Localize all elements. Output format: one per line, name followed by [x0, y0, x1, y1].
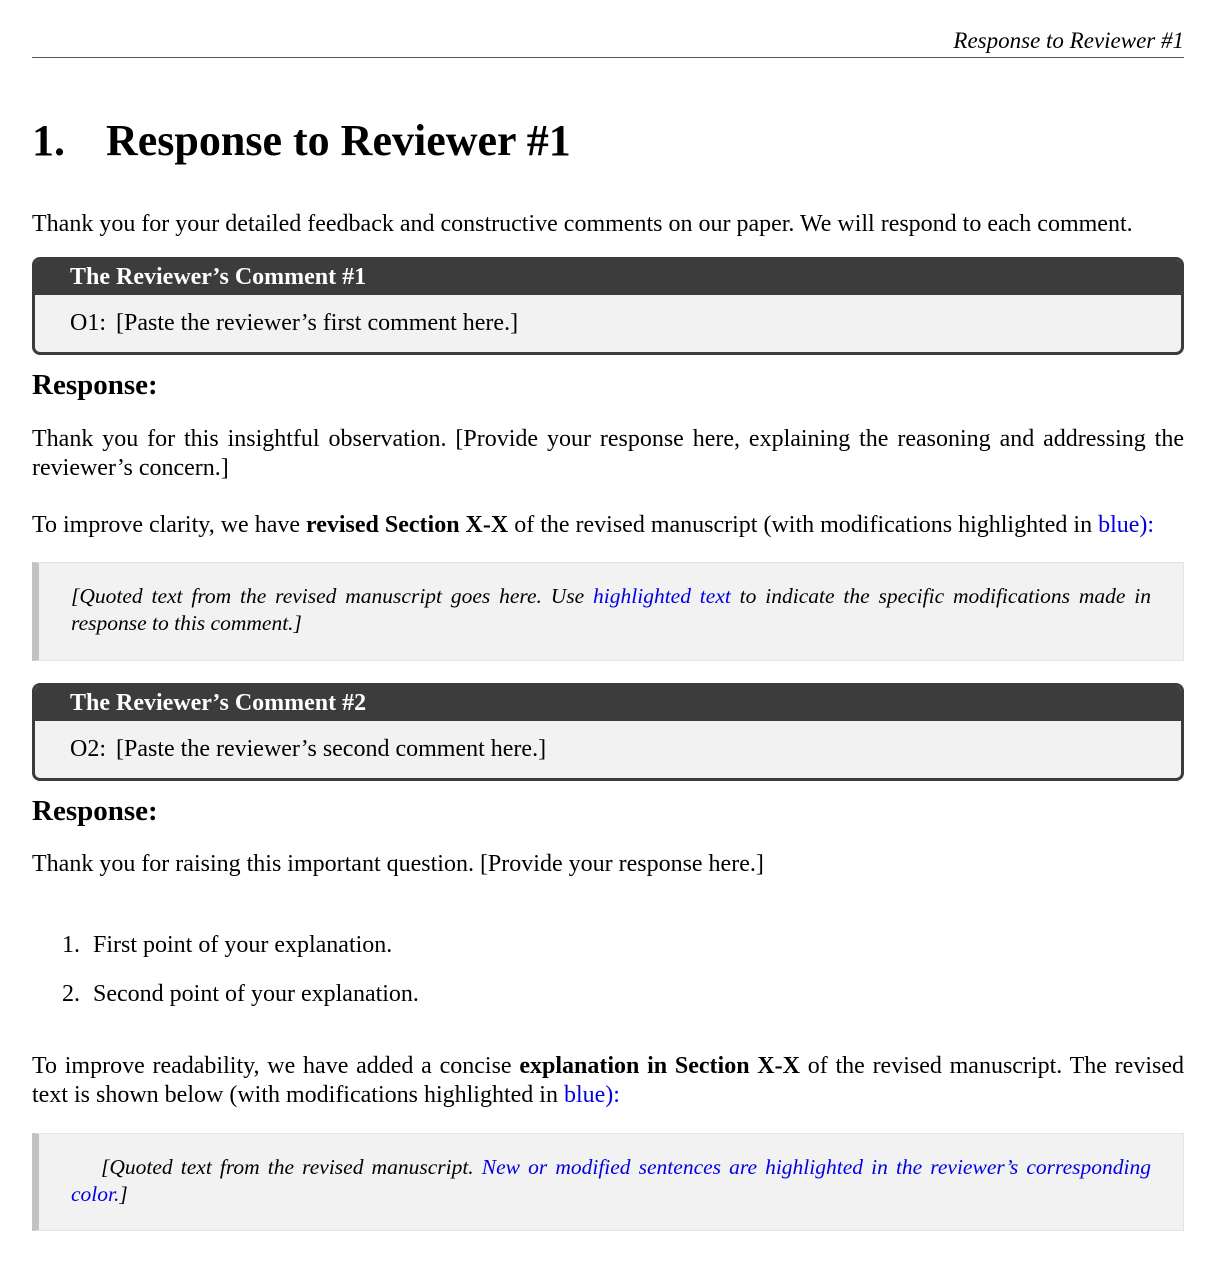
blue-run: blue): — [563, 1082, 620, 1108]
blue-run: blue): — [1098, 512, 1155, 538]
comment-box-title: The Reviewer’s Comment #1 — [35, 260, 1181, 295]
section-title: Response to Reviewer #1 — [106, 116, 571, 165]
comment-text: [Paste the reviewer’s first comment here.] — [116, 310, 519, 336]
text-run: of the revised manuscript (with modifications highlighted in — [508, 512, 1099, 538]
comment-label: O1: — [70, 310, 106, 336]
quote-highlight: New or modified sentences are highlighted in the reviewer’s corresponding color. — [71, 1155, 1151, 1206]
response-2-paragraph-1: Thank you for raising this important question. [Provide your response here.] — [32, 851, 764, 877]
revised-text-quote-1 — [32, 562, 1184, 661]
comment-box-title: The Reviewer’s Comment #2 — [35, 686, 1181, 721]
list-text: First point of your explanation. — [93, 932, 393, 958]
section-heading — [32, 113, 571, 169]
response-heading-2: Response: — [32, 795, 158, 827]
intro-paragraph: Thank you for your detailed feedback and constructive comments on our paper. We will respond to each comment. — [32, 211, 1133, 237]
comment-box-body — [35, 295, 1181, 352]
list-item — [32, 931, 419, 960]
header-rule — [32, 57, 1184, 58]
response-1-paragraph-2 — [32, 511, 1184, 540]
list-item — [32, 980, 419, 1009]
list-text: Second point of your explanation. — [93, 981, 419, 1007]
comment-box-body — [35, 721, 1181, 778]
response-heading-1: Response: — [32, 369, 158, 401]
response-2-paragraph-2 — [32, 1052, 1184, 1110]
explanation-list — [32, 931, 419, 1009]
revised-text-quote-2 — [32, 1133, 1184, 1231]
comment-label: O2: — [70, 736, 106, 762]
response-1-paragraph-1: Thank you for this insightful observation. [Provide your response here, explaining the reasoning and addressing the reviewer’s concern.] — [32, 426, 1184, 481]
list-number: 2. — [62, 981, 80, 1007]
reviewer-comment-box-1 — [32, 257, 1184, 355]
quote-text: ] — [119, 1182, 128, 1206]
bold-run: explanation in Section X-X — [519, 1053, 800, 1079]
text-run: To improve clarity, we have — [32, 512, 306, 538]
quote-text: to indicate the specific modifications made in response to this comment.] — [71, 584, 1151, 635]
list-number: 1. — [62, 932, 80, 958]
quote-highlight: highlighted text — [593, 584, 731, 608]
text-run: of the revised manuscript. The revised text is shown below (with modifications highlighted in — [32, 1053, 1184, 1108]
section-number: 1. — [32, 116, 65, 165]
reviewer-comment-box-2 — [32, 683, 1184, 781]
running-header: Response to Reviewer #1 — [953, 28, 1184, 53]
quote-text: [Quoted text from the revised manuscript. — [101, 1155, 482, 1179]
quote-text: [Quoted text from the revised manuscript goes here. Use — [71, 584, 594, 608]
text-run: To improve readability, we have added a concise — [32, 1053, 520, 1079]
comment-text: [Paste the reviewer’s second comment here.] — [116, 736, 547, 762]
bold-run: revised Section X-X — [306, 512, 509, 538]
